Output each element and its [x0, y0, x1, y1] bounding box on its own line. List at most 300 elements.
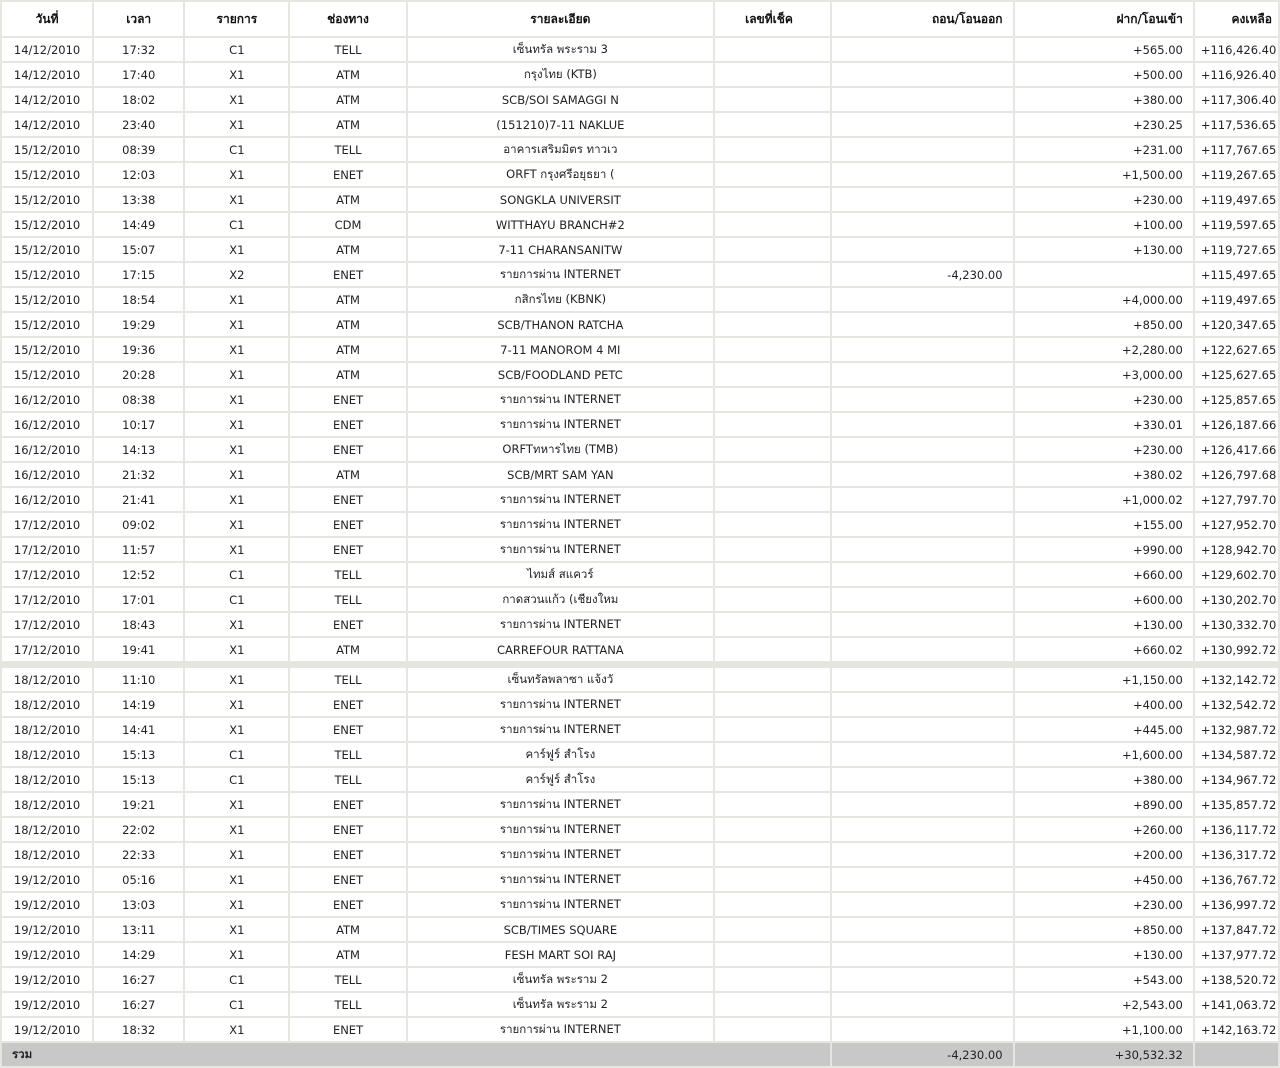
table-row — [2, 38, 1278, 61]
cell-transaction: C1 — [185, 743, 288, 766]
cell-channel: ATM — [290, 63, 405, 86]
cell-balance: +117,306.40 — [1195, 88, 1278, 111]
cell-date: 15/12/2010 — [2, 163, 92, 186]
cell-transaction: C1 — [185, 968, 288, 991]
cell-balance: +127,797.70 — [1195, 488, 1278, 511]
cell-withdraw — [832, 138, 1012, 161]
cell-withdraw — [832, 363, 1012, 386]
cell-date: 16/12/2010 — [2, 488, 92, 511]
cell-deposit: +380.02 — [1015, 463, 1193, 486]
table-row — [2, 1018, 1278, 1041]
total-label: รวม — [2, 1043, 830, 1066]
cell-transaction: X1 — [185, 413, 288, 436]
cell-channel: ATM — [290, 88, 405, 111]
cell-balance: +122,627.65 — [1195, 338, 1278, 361]
cell-withdraw — [832, 563, 1012, 586]
cell-balance: +126,797.68 — [1195, 463, 1278, 486]
cell-withdraw — [832, 843, 1012, 866]
cell-withdraw — [832, 668, 1012, 691]
cell-time: 14:49 — [94, 213, 183, 236]
cell-deposit: +2,280.00 — [1015, 338, 1193, 361]
cell-cheque — [715, 313, 830, 336]
cell-cheque — [715, 868, 830, 891]
cell-deposit: +1,150.00 — [1015, 668, 1193, 691]
cell-deposit: +450.00 — [1015, 868, 1193, 891]
cell-withdraw — [832, 538, 1012, 561]
cell-details: 7-11 MANOROM 4 MI — [408, 338, 713, 361]
cell-channel: ENET — [290, 843, 405, 866]
cell-transaction: C1 — [185, 563, 288, 586]
cell-details: SCB/MRT SAM YAN — [408, 463, 713, 486]
cell-transaction: X1 — [185, 438, 288, 461]
cell-transaction: X1 — [185, 538, 288, 561]
cell-transaction: C1 — [185, 588, 288, 611]
cell-details: คาร์ฟูร์ สำโรง — [408, 743, 713, 766]
cell-cheque — [715, 363, 830, 386]
cell-channel: TELL — [290, 588, 405, 611]
cell-date: 14/12/2010 — [2, 38, 92, 61]
cell-channel: ATM — [290, 918, 405, 941]
cell-transaction: X1 — [185, 238, 288, 261]
table-row — [2, 993, 1278, 1016]
cell-details: SCB/THANON RATCHA — [408, 313, 713, 336]
cell-balance: +136,767.72 — [1195, 868, 1278, 891]
table-row — [2, 768, 1278, 791]
cell-deposit: +1,100.00 — [1015, 1018, 1193, 1041]
cell-deposit: +600.00 — [1015, 588, 1193, 611]
cell-details: รายการผ่าน INTERNET — [408, 488, 713, 511]
cell-balance: +134,587.72 — [1195, 743, 1278, 766]
cell-channel: ENET — [290, 538, 405, 561]
cell-withdraw — [832, 488, 1012, 511]
table-row — [2, 288, 1278, 311]
cell-deposit: +231.00 — [1015, 138, 1193, 161]
cell-withdraw — [832, 793, 1012, 816]
cell-channel: TELL — [290, 668, 405, 691]
cell-channel: ENET — [290, 793, 405, 816]
cell-details: รายการผ่าน INTERNET — [408, 1018, 713, 1041]
cell-deposit: +230.00 — [1015, 388, 1193, 411]
cell-date: 18/12/2010 — [2, 668, 92, 691]
cell-channel: TELL — [290, 38, 405, 61]
cell-details: รายการผ่าน INTERNET — [408, 793, 713, 816]
cell-balance: +137,847.72 — [1195, 918, 1278, 941]
cell-cheque — [715, 943, 830, 966]
cell-balance: +116,926.40 — [1195, 63, 1278, 86]
cell-time: 22:02 — [94, 818, 183, 841]
cell-cheque — [715, 188, 830, 211]
cell-deposit: +400.00 — [1015, 693, 1193, 716]
cell-withdraw — [832, 993, 1012, 1016]
cell-withdraw — [832, 968, 1012, 991]
cell-date: 16/12/2010 — [2, 413, 92, 436]
cell-cheque — [715, 843, 830, 866]
table-row — [2, 88, 1278, 111]
separator-row — [2, 663, 1278, 666]
table-row — [2, 138, 1278, 161]
table-row — [2, 213, 1278, 236]
cell-channel: ENET — [290, 263, 405, 286]
cell-withdraw — [832, 38, 1012, 61]
cell-deposit: +2,543.00 — [1015, 993, 1193, 1016]
cell-transaction: X1 — [185, 693, 288, 716]
cell-transaction: C1 — [185, 213, 288, 236]
cell-date: 14/12/2010 — [2, 63, 92, 86]
cell-withdraw: -4,230.00 — [832, 263, 1012, 286]
cell-deposit: +230.00 — [1015, 893, 1193, 916]
cell-time: 15:13 — [94, 768, 183, 791]
cell-withdraw — [832, 818, 1012, 841]
cell-withdraw — [832, 388, 1012, 411]
transactions-group-2 — [2, 668, 1278, 1041]
cell-transaction: X1 — [185, 63, 288, 86]
cell-details: รายการผ่าน INTERNET — [408, 718, 713, 741]
cell-details: SCB/FOODLAND PETC — [408, 363, 713, 386]
cell-channel: ATM — [290, 288, 405, 311]
table-row — [2, 968, 1278, 991]
cell-date: 18/12/2010 — [2, 743, 92, 766]
cell-balance: +120,347.65 — [1195, 313, 1278, 336]
group-separator — [2, 663, 1278, 666]
cell-date: 19/12/2010 — [2, 1018, 92, 1041]
cell-cheque — [715, 338, 830, 361]
cell-transaction: X1 — [185, 88, 288, 111]
cell-deposit: +1,600.00 — [1015, 743, 1193, 766]
cell-deposit: +565.00 — [1015, 38, 1193, 61]
cell-withdraw — [832, 588, 1012, 611]
cell-deposit: +230.25 — [1015, 113, 1193, 136]
header-details: รายละเอียด — [408, 2, 713, 36]
cell-channel: TELL — [290, 993, 405, 1016]
cell-time: 19:41 — [94, 638, 183, 661]
cell-cheque — [715, 918, 830, 941]
cell-balance: +126,187.66 — [1195, 413, 1278, 436]
cell-balance: +119,727.65 — [1195, 238, 1278, 261]
cell-balance: +136,317.72 — [1195, 843, 1278, 866]
cell-cheque — [715, 793, 830, 816]
cell-channel: ENET — [290, 513, 405, 536]
cell-deposit: +660.02 — [1015, 638, 1193, 661]
cell-cheque — [715, 438, 830, 461]
cell-details: เซ็นทรัล พระราม 3 — [408, 38, 713, 61]
cell-balance: +135,857.72 — [1195, 793, 1278, 816]
cell-channel: ATM — [290, 338, 405, 361]
cell-balance: +126,417.66 — [1195, 438, 1278, 461]
cell-withdraw — [832, 613, 1012, 636]
cell-date: 17/12/2010 — [2, 588, 92, 611]
cell-details: รายการผ่าน INTERNET — [408, 413, 713, 436]
cell-details: ไทมส์ สแควร์ — [408, 563, 713, 586]
cell-date: 14/12/2010 — [2, 113, 92, 136]
cell-details: รายการผ่าน INTERNET — [408, 818, 713, 841]
cell-balance: +125,627.65 — [1195, 363, 1278, 386]
cell-details: CARREFOUR RATTANA — [408, 638, 713, 661]
cell-deposit: +1,000.02 — [1015, 488, 1193, 511]
cell-date: 19/12/2010 — [2, 868, 92, 891]
cell-details: เซ็นทรัลพลาซา แจ้งวั — [408, 668, 713, 691]
cell-balance: +125,857.65 — [1195, 388, 1278, 411]
cell-cheque — [715, 613, 830, 636]
cell-details: FESH MART SOI RAJ — [408, 943, 713, 966]
cell-details: รายการผ่าน INTERNET — [408, 693, 713, 716]
cell-date: 15/12/2010 — [2, 313, 92, 336]
cell-channel: ATM — [290, 943, 405, 966]
cell-channel: ENET — [290, 893, 405, 916]
cell-details: กรุงไทย (KTB) — [408, 63, 713, 86]
cell-cheque — [715, 88, 830, 111]
cell-time: 14:19 — [94, 693, 183, 716]
cell-deposit: +230.00 — [1015, 188, 1193, 211]
table-row — [2, 668, 1278, 691]
header-date: วันที่ — [2, 2, 92, 36]
cell-balance: +116,426.40 — [1195, 38, 1278, 61]
cell-balance: +132,142.72 — [1195, 668, 1278, 691]
cell-deposit: +850.00 — [1015, 313, 1193, 336]
table-row — [2, 893, 1278, 916]
cell-details: เซ็นทรัล พระราม 2 — [408, 993, 713, 1016]
table-row — [2, 63, 1278, 86]
cell-withdraw — [832, 188, 1012, 211]
cell-time: 16:27 — [94, 993, 183, 1016]
cell-withdraw — [832, 918, 1012, 941]
cell-deposit: +130.00 — [1015, 613, 1193, 636]
cell-balance: +119,597.65 — [1195, 213, 1278, 236]
table-row — [2, 943, 1278, 966]
cell-date: 17/12/2010 — [2, 563, 92, 586]
cell-time: 18:43 — [94, 613, 183, 636]
cell-time: 16:27 — [94, 968, 183, 991]
cell-cheque — [715, 718, 830, 741]
table-row — [2, 843, 1278, 866]
cell-deposit: +130.00 — [1015, 238, 1193, 261]
table-row — [2, 588, 1278, 611]
cell-time: 19:21 — [94, 793, 183, 816]
table-row — [2, 718, 1278, 741]
cell-balance: +141,063.72 — [1195, 993, 1278, 1016]
header-channel: ช่องทาง — [290, 2, 405, 36]
cell-time: 08:38 — [94, 388, 183, 411]
table-row — [2, 438, 1278, 461]
cell-withdraw — [832, 768, 1012, 791]
cell-transaction: X1 — [185, 893, 288, 916]
cell-transaction: X1 — [185, 793, 288, 816]
header-withdraw: ถอน/โอนออก — [832, 2, 1012, 36]
cell-date: 17/12/2010 — [2, 513, 92, 536]
cell-channel: ENET — [290, 1018, 405, 1041]
cell-date: 19/12/2010 — [2, 893, 92, 916]
cell-time: 13:11 — [94, 918, 183, 941]
cell-deposit: +890.00 — [1015, 793, 1193, 816]
cell-cheque — [715, 538, 830, 561]
cell-details: รายการผ่าน INTERNET — [408, 513, 713, 536]
cell-details: รายการผ่าน INTERNET — [408, 538, 713, 561]
cell-transaction: X1 — [185, 1018, 288, 1041]
table-row — [2, 363, 1278, 386]
cell-date: 16/12/2010 — [2, 438, 92, 461]
cell-deposit: +155.00 — [1015, 513, 1193, 536]
cell-date: 15/12/2010 — [2, 338, 92, 361]
cell-cheque — [715, 693, 830, 716]
cell-details: กสิกรไทย (KBNK) — [408, 288, 713, 311]
total-balance-empty — [1195, 1043, 1278, 1066]
cell-channel: TELL — [290, 563, 405, 586]
cell-transaction: X1 — [185, 163, 288, 186]
cell-details: SCB/SOI SAMAGGI N — [408, 88, 713, 111]
cell-channel: ENET — [290, 413, 405, 436]
cell-time: 18:32 — [94, 1018, 183, 1041]
table-row — [2, 818, 1278, 841]
cell-details: เซ็นทรัล พระราม 2 — [408, 968, 713, 991]
cell-transaction: X1 — [185, 313, 288, 336]
cell-channel: ENET — [290, 438, 405, 461]
cell-date: 15/12/2010 — [2, 288, 92, 311]
table-row — [2, 793, 1278, 816]
cell-details: รายการผ่าน INTERNET — [408, 613, 713, 636]
cell-date: 15/12/2010 — [2, 363, 92, 386]
cell-deposit: +850.00 — [1015, 918, 1193, 941]
cell-transaction: X1 — [185, 818, 288, 841]
cell-cheque — [715, 113, 830, 136]
cell-withdraw — [832, 88, 1012, 111]
cell-balance: +130,992.72 — [1195, 638, 1278, 661]
header-row — [2, 2, 1278, 36]
cell-date: 16/12/2010 — [2, 388, 92, 411]
cell-transaction: X1 — [185, 843, 288, 866]
table-row — [2, 338, 1278, 361]
table-header — [2, 2, 1278, 36]
cell-deposit: +1,500.00 — [1015, 163, 1193, 186]
cell-deposit: +445.00 — [1015, 718, 1193, 741]
cell-withdraw — [832, 693, 1012, 716]
cell-withdraw — [832, 238, 1012, 261]
cell-cheque — [715, 563, 830, 586]
table-row — [2, 613, 1278, 636]
cell-channel: TELL — [290, 968, 405, 991]
cell-transaction: X1 — [185, 513, 288, 536]
cell-date: 18/12/2010 — [2, 693, 92, 716]
cell-cheque — [715, 743, 830, 766]
cell-transaction: X1 — [185, 388, 288, 411]
cell-withdraw — [832, 463, 1012, 486]
cell-date: 18/12/2010 — [2, 768, 92, 791]
cell-balance: +117,536.65 — [1195, 113, 1278, 136]
cell-cheque — [715, 413, 830, 436]
cell-transaction: X1 — [185, 613, 288, 636]
table-row — [2, 163, 1278, 186]
cell-time: 12:52 — [94, 563, 183, 586]
cell-date: 14/12/2010 — [2, 88, 92, 111]
cell-time: 17:32 — [94, 38, 183, 61]
cell-withdraw — [832, 638, 1012, 661]
cell-channel: ENET — [290, 613, 405, 636]
cell-deposit: +380.00 — [1015, 88, 1193, 111]
cell-transaction: X1 — [185, 638, 288, 661]
cell-balance: +130,202.70 — [1195, 588, 1278, 611]
cell-withdraw — [832, 943, 1012, 966]
cell-withdraw — [832, 868, 1012, 891]
cell-time: 11:57 — [94, 538, 183, 561]
cell-deposit: +130.00 — [1015, 943, 1193, 966]
cell-balance: +136,117.72 — [1195, 818, 1278, 841]
cell-cheque — [715, 163, 830, 186]
cell-balance: +117,767.65 — [1195, 138, 1278, 161]
cell-channel: ENET — [290, 718, 405, 741]
cell-withdraw — [832, 113, 1012, 136]
cell-time: 19:29 — [94, 313, 183, 336]
cell-cheque — [715, 263, 830, 286]
cell-channel: ATM — [290, 638, 405, 661]
cell-deposit: +4,000.00 — [1015, 288, 1193, 311]
cell-balance: +119,497.65 — [1195, 188, 1278, 211]
cell-details: (151210)7-11 NAKLUE — [408, 113, 713, 136]
cell-date: 15/12/2010 — [2, 238, 92, 261]
cell-time: 08:39 — [94, 138, 183, 161]
cell-transaction: X1 — [185, 338, 288, 361]
table-row — [2, 388, 1278, 411]
cell-details: อาคารเสริมมิตร ทาวเว — [408, 138, 713, 161]
cell-time: 05:16 — [94, 868, 183, 891]
cell-deposit: +330.01 — [1015, 413, 1193, 436]
cell-details: WITTHAYU BRANCH#2 — [408, 213, 713, 236]
cell-balance: +130,332.70 — [1195, 613, 1278, 636]
cell-cheque — [715, 288, 830, 311]
cell-time: 17:40 — [94, 63, 183, 86]
cell-date: 17/12/2010 — [2, 638, 92, 661]
cell-details: SCB/TIMES SQUARE — [408, 918, 713, 941]
cell-time: 13:38 — [94, 188, 183, 211]
separator-cell — [2, 663, 1278, 666]
cell-time: 23:40 — [94, 113, 183, 136]
cell-withdraw — [832, 288, 1012, 311]
cell-transaction: X1 — [185, 188, 288, 211]
table-row — [2, 238, 1278, 261]
cell-withdraw — [832, 338, 1012, 361]
cell-withdraw — [832, 63, 1012, 86]
cell-date: 17/12/2010 — [2, 538, 92, 561]
cell-withdraw — [832, 313, 1012, 336]
cell-deposit: +260.00 — [1015, 818, 1193, 841]
cell-channel: ATM — [290, 313, 405, 336]
table-row — [2, 113, 1278, 136]
table-row — [2, 488, 1278, 511]
table-row — [2, 413, 1278, 436]
cell-withdraw — [832, 513, 1012, 536]
cell-time: 11:10 — [94, 668, 183, 691]
table-row — [2, 868, 1278, 891]
cell-cheque — [715, 238, 830, 261]
table-row — [2, 563, 1278, 586]
cell-cheque — [715, 38, 830, 61]
cell-cheque — [715, 638, 830, 661]
cell-date: 19/12/2010 — [2, 918, 92, 941]
cell-balance: +138,520.72 — [1195, 968, 1278, 991]
cell-withdraw — [832, 213, 1012, 236]
cell-details: คาร์ฟูร์ สำโรง — [408, 768, 713, 791]
table-row — [2, 743, 1278, 766]
cell-details: ORFT กรุงศรีอยุธยา ( — [408, 163, 713, 186]
cell-withdraw — [832, 718, 1012, 741]
cell-withdraw — [832, 438, 1012, 461]
cell-date: 15/12/2010 — [2, 263, 92, 286]
cell-transaction: C1 — [185, 993, 288, 1016]
cell-details: รายการผ่าน INTERNET — [408, 263, 713, 286]
cell-cheque — [715, 893, 830, 916]
cell-time: 15:13 — [94, 743, 183, 766]
cell-transaction: X1 — [185, 288, 288, 311]
header-transaction: รายการ — [185, 2, 288, 36]
table-row — [2, 538, 1278, 561]
total-withdraw: -4,230.00 — [832, 1043, 1012, 1066]
